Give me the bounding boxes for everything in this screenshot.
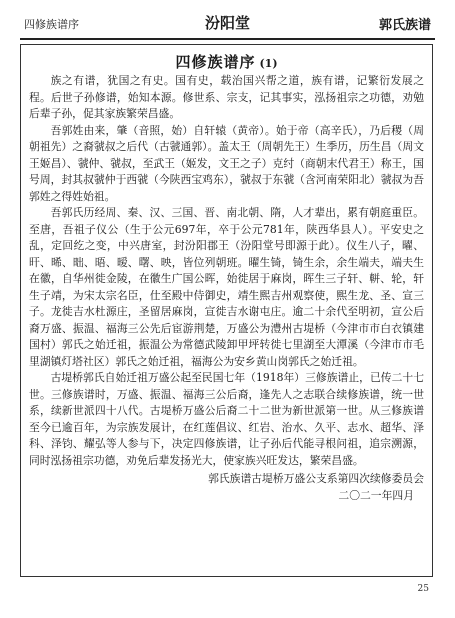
signature-block <box>29 471 424 504</box>
paragraph-3: 吾郭氏历经周、秦、汉、三国、晋、南北朝、隋，人才辈出，累有朝庭重臣。至唐，吾祖子仪公（生于公元697年，卒于公元781年，陕西华县人）。平安史之乱，定回纥之变，中兴唐室，封汾阳郡王（汾阳堂号即源于此）。仪生八子，曜、旰、晞、昢、晤、暧、曙、映，皆位列朝班。曜生锜，锜生余，余生端夫，端夫生在徽，自华州徙金陵，在徽生广国公晖，始徙居于麻岗，晖生三子轩、軿、轮，轩生子靖，为宋太宗名臣，仕至殿中侍御史，靖生熙吉州观察使，熙生龙、圣、宣三子。龙徙吉水杜源庄，圣留居麻岗，宣徙吉水谢屯庄。逾二十余代至明初，宣公后裔万盛、振温、福海三公先后宦游荆楚，万盛公为澧州古堤桥（今津市市白衣镇建国村）郭氏之始迁祖，振温公为常德武陵卸甲坪转徙七里湖至大潭溪（今津市市毛里湖镇灯塔社区）郭氏之始迁祖，福海公为安乡黄山岗郭氏之始迁祖。 <box>29 206 424 368</box>
preface-body <box>29 73 424 504</box>
page-header <box>20 10 435 38</box>
page-number: 25 <box>417 584 429 594</box>
header-hall-name: 汾阳堂 <box>204 14 250 32</box>
paragraph-4: 古堤桥郭氏自始迁祖万盛公起至民国七年（1918年）三修族谱止，已传二十七世。三修族谱时，万盛、振温、福海三公后裔，逢先人之志联合续修族谱，统一世系，续新世派四十八代。古堤桥万盛公后裔二十二世为新世派第一世。从三修族谱至今已逾百年，为宗族发展计，在红莲倡议、红岩、治水、久平、志水、超华、泽科、泽钧、耀弘等人参与下，决定四修族谱，让子孙后代能寻根问祖，追宗溯源，同时泓扬祖宗功德，劝免后辈发扬光大，使家族兴旺发达，繁荣昌盛。 <box>29 371 424 467</box>
signature-date: 二〇二一年四月 <box>338 488 414 502</box>
document-title: 四修族谱序 <box>175 53 256 71</box>
header-book-title: 郭氏族谱 <box>378 18 431 33</box>
paragraph-2: 吾郭姓由来，肇（音照，始）自轩辕（黄帝）。始于帝（高辛氏），乃后稷（周朝祖先）之裔虢叔之后代（古虢通郭）。盖太王（周朝先王）生季历，历生昌（周文王姬昌）、虢仲、虢叔，至武王（姬发，文王之子）克纣（商朝末代君王）称王，国号周，封其叔虢仲于西虢（今陕西宝鸡东），虢叔于东虢（含河南荣阳北）虢叔为吾郭姓之得姓始祖。 <box>29 123 424 203</box>
signature-org: 郭氏族谱古堤桥万盛公支系第四次续修委员会 <box>208 472 424 485</box>
content-frame <box>20 44 433 577</box>
header-section-title: 四修族谱序 <box>24 18 79 31</box>
title-block <box>21 51 432 72</box>
title-number: (1) <box>259 57 278 70</box>
paragraph-1: 族之有谱，犹国之有史。国有史，载治国兴帮之道，族有谱，记繁衍发展之程。后世子孙修谱，始知本源。修世系、宗支，记其事实，泓扬祖宗之功德，劝勉后辈子孙，促其家族繁荣昌盛。 <box>29 74 424 120</box>
header-divider <box>20 38 435 40</box>
